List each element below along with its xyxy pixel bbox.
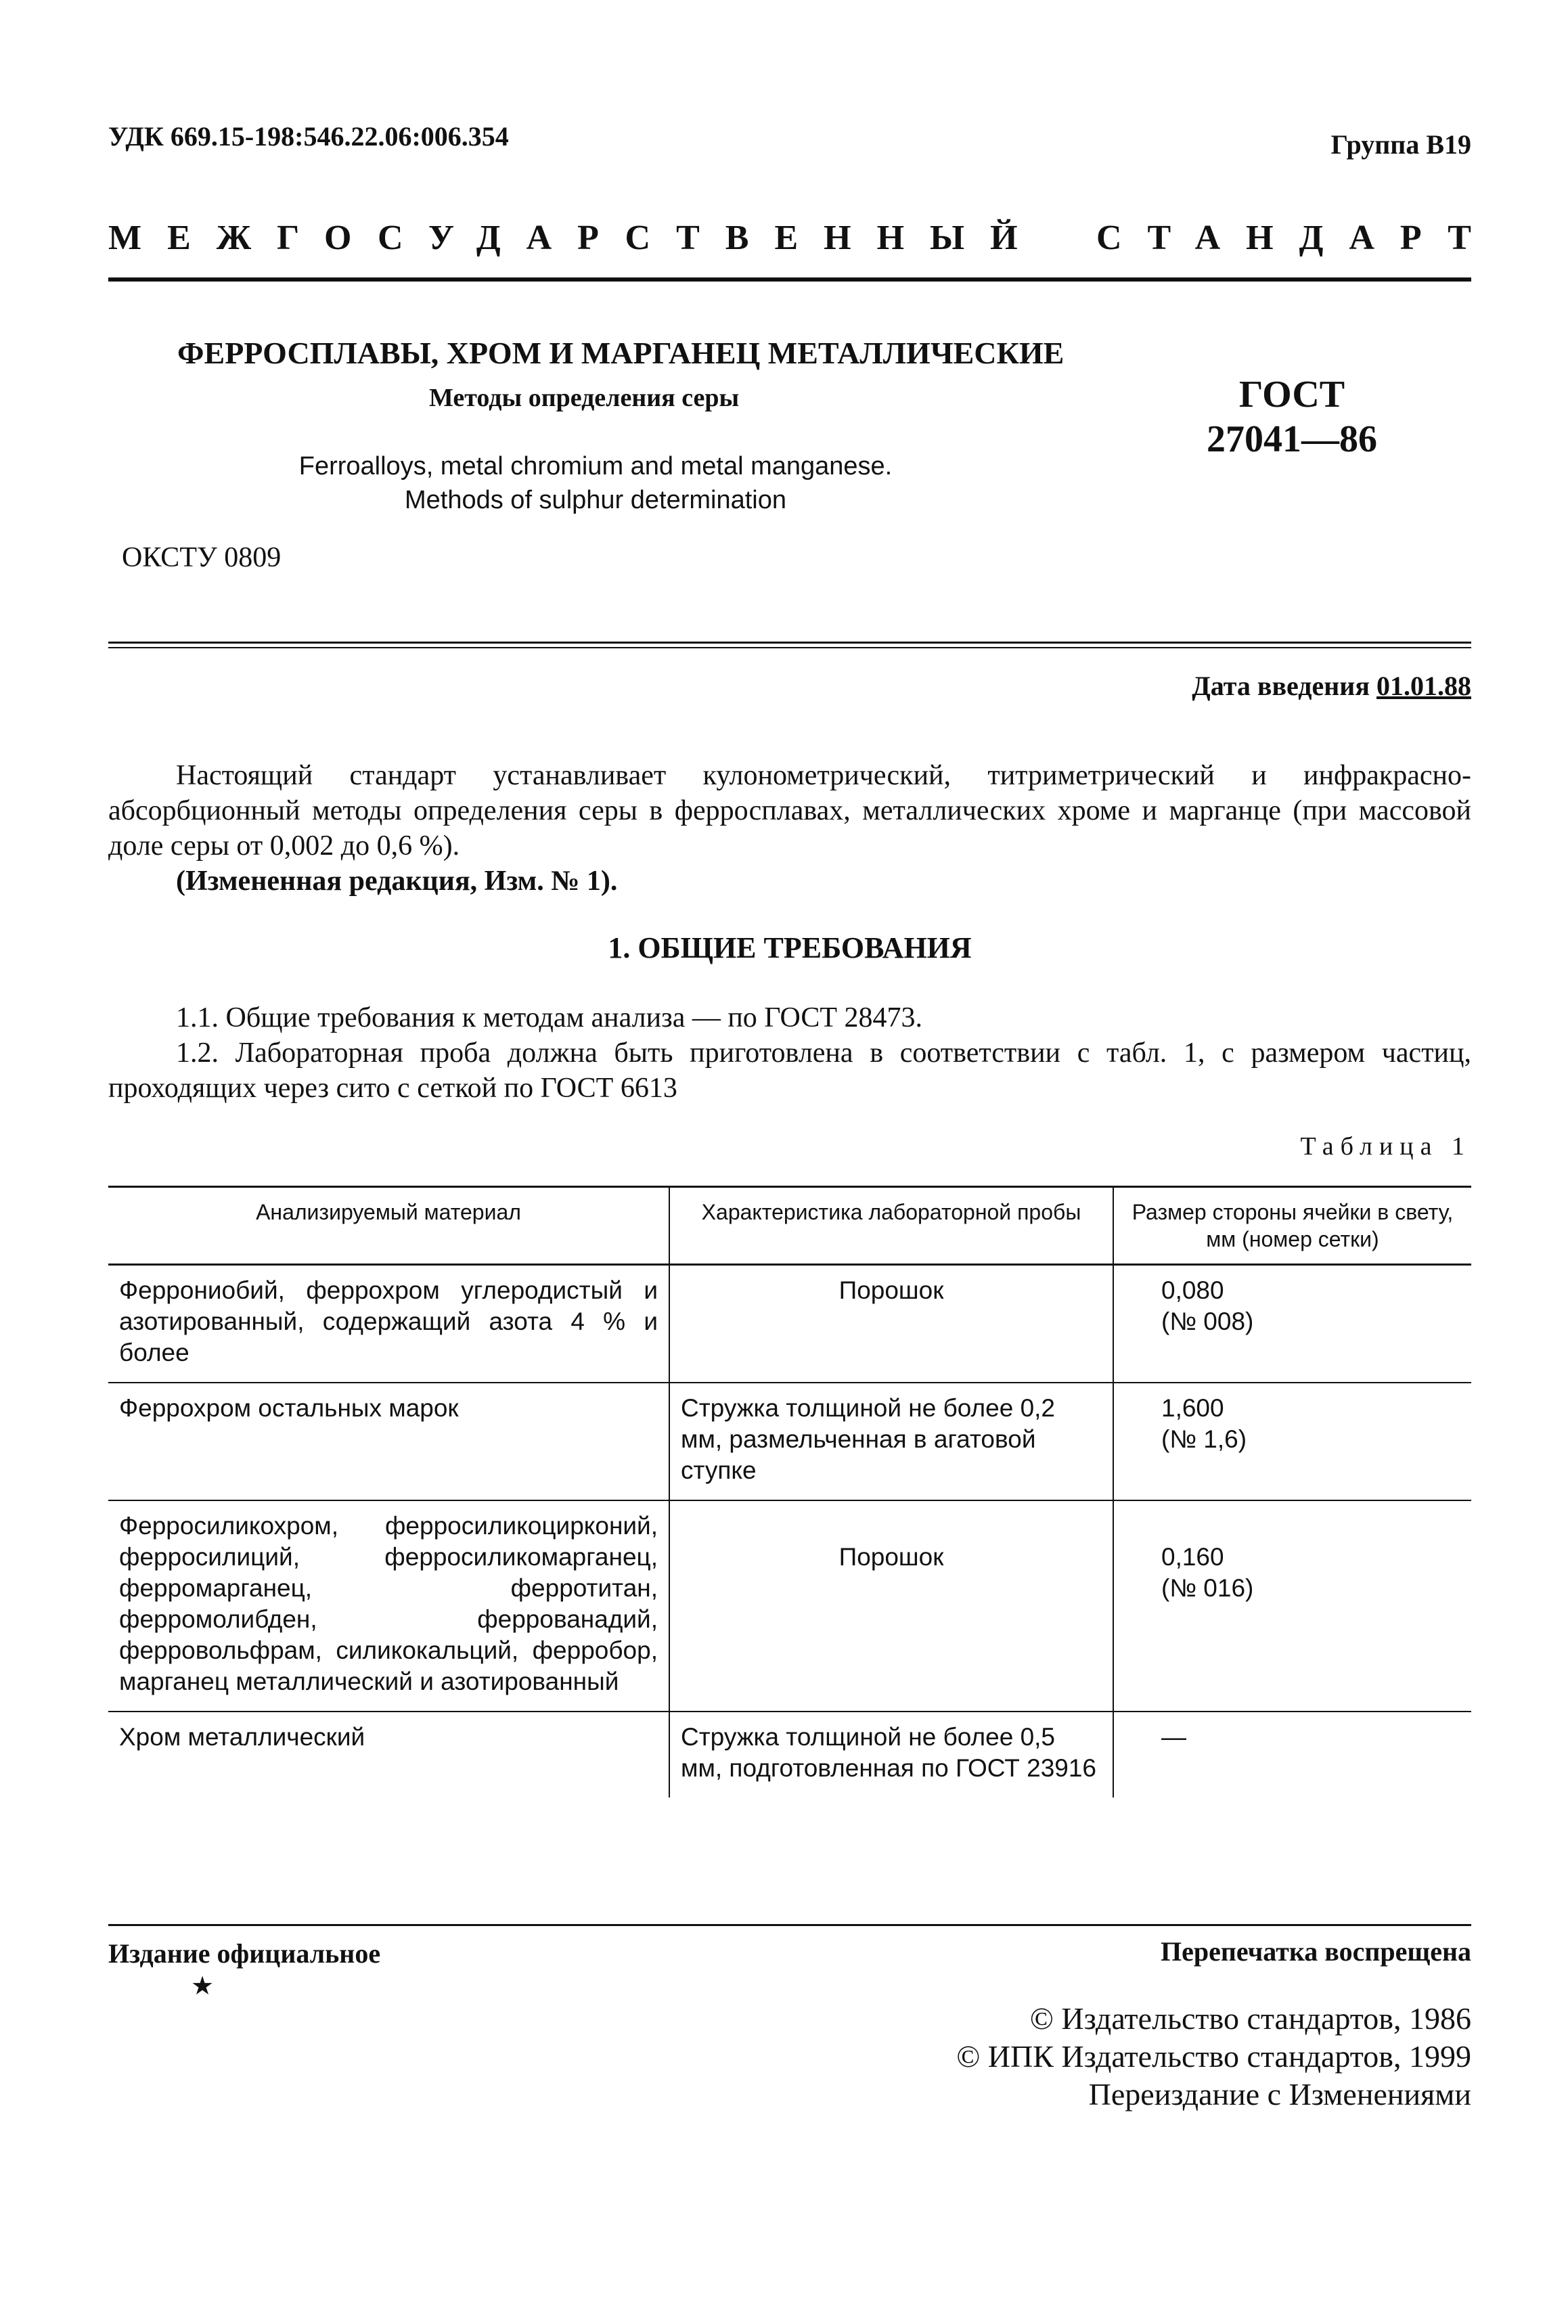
- document-title: ФЕРРОСПЛАВЫ, ХРОМ И МАРГАНЕЦ МЕТАЛЛИЧЕСКИЕ: [177, 336, 1065, 370]
- cell-sample: Порошок: [669, 1265, 1113, 1383]
- star-icon: ★: [191, 1972, 215, 2001]
- table-header-row: [108, 1187, 1471, 1265]
- banner-word-interstate: МЕЖГОСУДАРСТВЕННЫЙ: [108, 219, 1044, 257]
- cell-size: [1113, 1712, 1471, 1797]
- amendment-note: [108, 864, 1471, 899]
- banner-word-standard: СТАНДАРТ: [1096, 219, 1497, 257]
- cell-sample: Стружка толщиной не более 0,2 мм, размельченная в агатовой ступке: [669, 1383, 1113, 1500]
- intro-text: Настоящий стандарт устанавливает кулонометрический, титриметрический и инфракрасно-абсорбционный методы определения серы в ферросплавах, металлических хроме и марганце (при массовой доле серы от 0,002 до 0,6 %).: [108, 760, 1471, 862]
- cell-size-value: —: [1161, 1723, 1186, 1751]
- header-sample: Характеристика лабораторной пробы: [669, 1187, 1113, 1265]
- section-heading: 1. ОБЩИЕ ТРЕБОВАНИЯ: [608, 931, 972, 964]
- effective-date-value: 01.01.88: [1376, 671, 1471, 701]
- footer-rule: [108, 1924, 1471, 1926]
- clause-1-1-text: 1.1. Общие требования к методам анализа — по ГОСТ 28473.: [176, 1002, 923, 1033]
- clause-1-1: [108, 1000, 1471, 1035]
- udk-code: УДК 669.15-198:546.22.06:006.354: [108, 121, 509, 152]
- english-title-line1: Ferroalloys, metal chromium and metal manganese.: [298, 452, 893, 481]
- header-mesh-size: Размер стороны ячейки в свету, мм (номер сетки): [1113, 1187, 1471, 1265]
- gost-designation: [1201, 372, 1383, 462]
- clause-1-2: [108, 1035, 1471, 1106]
- intro-paragraph: [108, 758, 1471, 864]
- copyright-line-1: © Издательство стандартов, 1986: [1029, 2001, 1471, 2036]
- header-rule: [108, 277, 1471, 282]
- gost-label: ГОСТ: [1238, 374, 1345, 416]
- cell-mesh-number: (№ 016): [1161, 1574, 1254, 1602]
- cell-sample: Стружка толщиной не более 0,5 мм, подготовленная по ГОСТ 23916: [669, 1712, 1113, 1797]
- copyright-line-2: © ИПК Издательство стандартов, 1999: [956, 2039, 1471, 2074]
- cell-material: Хром металлический: [119, 1723, 365, 1751]
- english-title-line2: Methods of sulphur determination: [405, 486, 786, 514]
- interstate-standard-banner: [108, 218, 1497, 258]
- okstu-code: ОКСТУ 0809: [122, 542, 282, 573]
- effective-date-label: Дата введения: [1192, 671, 1370, 701]
- cell-mesh-number: (№ 008): [1161, 1308, 1254, 1335]
- cell-mesh-number: (№ 1,6): [1161, 1425, 1247, 1453]
- reissue-note: Переиздание с Изменениями: [1088, 2077, 1471, 2111]
- no-reprint-notice: Перепечатка воспрещена: [1161, 1936, 1471, 1967]
- header-material: Анализируемый материал: [108, 1187, 669, 1265]
- document-subtitle: Методы определения серы: [429, 384, 740, 412]
- table-row: [108, 1383, 1471, 1500]
- table-row: [108, 1500, 1471, 1712]
- copyright-block: [956, 2000, 1471, 2114]
- cell-size: [1113, 1500, 1471, 1712]
- clause-1-2-text: 1.2. Лабораторная проба должна быть приготовлена в соответствии с табл. 1, с размером частиц, проходящих через сито с сеткой по ГОСТ 6613: [108, 1037, 1471, 1104]
- table-caption: Таблица 1: [1300, 1132, 1471, 1161]
- official-edition: Издание официальное: [108, 1938, 381, 1969]
- cell-size: [1113, 1383, 1471, 1500]
- cell-size-value: 0,080: [1161, 1276, 1224, 1304]
- table-row: [108, 1265, 1471, 1383]
- cell-size-value: 1,600: [1161, 1394, 1224, 1422]
- cell-sample: Порошок: [669, 1500, 1113, 1712]
- sample-table: [108, 1186, 1471, 1797]
- english-title: [257, 449, 934, 517]
- cell-size: [1113, 1265, 1471, 1383]
- group-code: Группа В19: [1330, 129, 1471, 160]
- gost-number: 27041—86: [1207, 418, 1377, 460]
- title-rule-bottom: [108, 647, 1471, 648]
- title-rule-top: [108, 642, 1471, 644]
- cell-material: Феррохром остальных марок: [108, 1383, 669, 1500]
- table-row: [108, 1712, 1471, 1797]
- cell-material: Ферросиликохром, ферросиликоцирконий, ферросилиций, ферросиликомарганец, ферромарганец, ферротитан, ферромолибден, феррованадий, ферровольфрам, силикокальций, ферробор, марганец металлический и азотированный: [108, 1500, 669, 1712]
- effective-date: [1192, 670, 1471, 702]
- cell-size-value: 0,160: [1161, 1543, 1224, 1571]
- cell-material: Феррониобий, феррохром углеродистый и азотированный, содержащий азота 4 % и более: [108, 1265, 669, 1383]
- amendment-text: (Измененная редакция, Изм. № 1).: [176, 866, 618, 897]
